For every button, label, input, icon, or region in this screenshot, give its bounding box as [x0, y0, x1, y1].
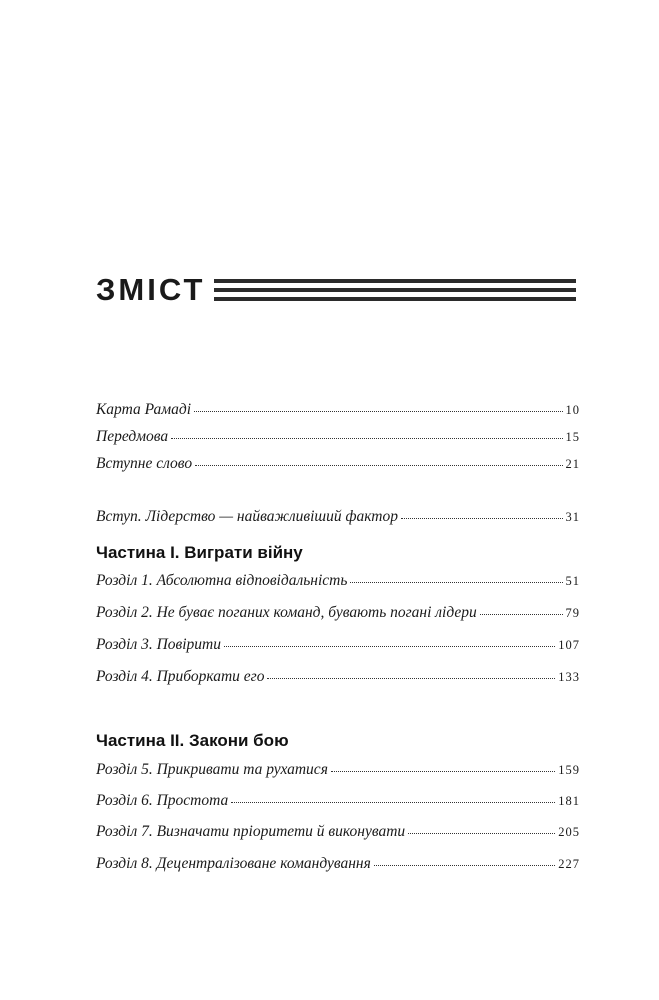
dot-leader: [350, 581, 562, 583]
toc-entry-page: 227: [558, 857, 580, 871]
dot-leader: [408, 832, 555, 834]
toc-entry[interactable]: [96, 759, 580, 781]
toc-entry[interactable]: [96, 570, 580, 592]
toc-entry[interactable]: [96, 426, 580, 448]
dot-leader: [224, 645, 555, 647]
toc-entry-title: Розділ 6. Простота: [96, 792, 229, 809]
dot-leader: [331, 770, 555, 772]
toc-heading-row: [96, 270, 576, 310]
dot-leader: [194, 410, 562, 412]
toc-entry-title: Вступне слово: [96, 455, 193, 472]
part-title: Частина ІІ. Закони бою: [96, 731, 289, 750]
dot-leader: [267, 677, 555, 679]
toc-entry-page: 159: [558, 763, 580, 777]
dot-leader: [401, 517, 563, 519]
dot-leader: [374, 864, 555, 866]
toc-entry-page: 205: [558, 825, 580, 839]
toc-entry[interactable]: [96, 506, 580, 528]
toc-entry-title: Вступ. Лідерство — найважливіший фактор: [96, 508, 398, 525]
toc-entry[interactable]: [96, 602, 580, 624]
toc-entry-page: 31: [565, 510, 580, 524]
toc-entry-page: 79: [565, 606, 580, 620]
page-title: ЗМІСТ: [96, 272, 206, 307]
toc-entry-title: Розділ 8. Децентралізоване командування: [96, 855, 371, 872]
toc-entry-title: Передмова: [96, 428, 169, 445]
toc-entry-page: 133: [558, 670, 580, 684]
toc-entry[interactable]: [96, 666, 580, 688]
dot-leader: [231, 801, 555, 803]
toc-entry[interactable]: [96, 853, 580, 875]
toc-entry[interactable]: [96, 634, 580, 656]
toc-entry[interactable]: [96, 790, 580, 812]
toc-entry-title: Розділ 7. Визначати пріоритети й виконувати: [96, 823, 406, 840]
toc-entry-title: Розділ 4. Приборкати его: [96, 668, 265, 685]
toc-entry-page: 21: [565, 457, 580, 471]
toc-entry-title: Розділ 5. Прикривати та рухатися: [96, 761, 328, 778]
toc-entry[interactable]: [96, 821, 580, 843]
toc-entry[interactable]: [96, 399, 580, 421]
toc-entry-page: 51: [565, 574, 580, 588]
toc-entry-title: Карта Рамаді: [96, 401, 192, 418]
toc-entry-page: 15: [565, 430, 580, 444]
toc-entry-title: Розділ 3. Повірити: [96, 636, 221, 653]
toc-entry-title: Розділ 1. Абсолютна відповідальність: [96, 572, 348, 589]
part-title: Частина І. Виграти війну: [96, 543, 303, 562]
dot-leader: [480, 613, 563, 615]
toc-entry-page: 10: [565, 403, 580, 417]
toc-entry-page: 107: [558, 638, 580, 652]
toc-entry-title: Розділ 2. Не буває поганих команд, бувають погані лідери: [96, 604, 477, 621]
toc-entry[interactable]: [96, 453, 580, 475]
heading-rules-divider: [214, 279, 576, 306]
dot-leader: [195, 464, 562, 466]
toc-entry-page: 181: [558, 794, 580, 808]
dot-leader: [171, 437, 562, 439]
